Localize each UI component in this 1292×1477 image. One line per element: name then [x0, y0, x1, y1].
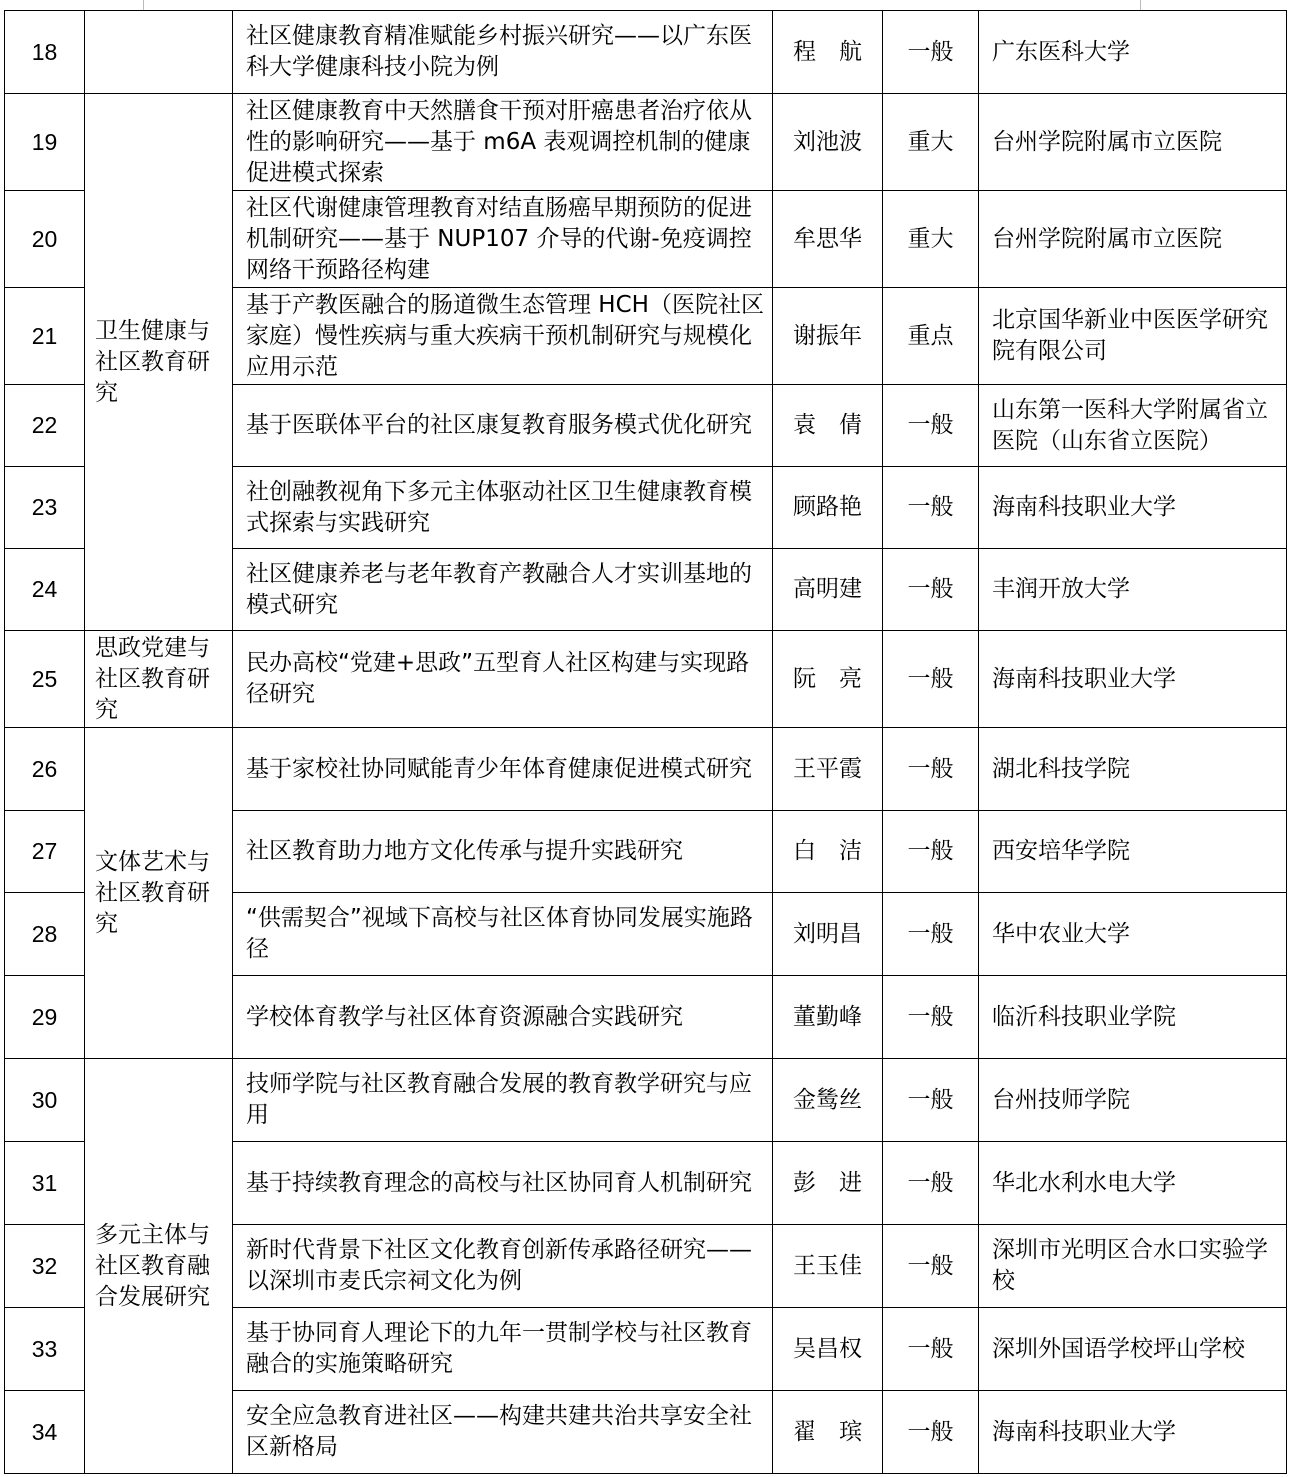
project-title: 社区代谢健康管理教育对结直肠癌早期预防的促进机制研究——基于 NUP107 介导的代谢-免疫调控网络干预路径构建: [233, 191, 773, 288]
row-number: 27: [5, 811, 85, 893]
organization: 山东第一医科大学附属省立医院（山东省立医院）: [979, 385, 1287, 467]
project-title: 安全应急教育进社区——构建共建共治共享安全社区新格局: [233, 1391, 773, 1474]
table-row: [5, 11, 1287, 94]
project-level: 一般: [883, 811, 979, 893]
project-leader: 彭 进: [773, 1142, 883, 1225]
row-number: 21: [5, 288, 85, 385]
project-leader: 牟思华: [773, 191, 883, 288]
organization: 台州学院附属市立医院: [979, 94, 1287, 191]
project-leader: 顾路艳: [773, 467, 883, 549]
project-title: “供需契合”视域下高校与社区体育协同发展实施路径: [233, 893, 773, 976]
page-divider: [1140, 0, 1141, 10]
row-number: 20: [5, 191, 85, 288]
project-level: 一般: [883, 1059, 979, 1142]
organization: 西安培华学院: [979, 811, 1287, 893]
project-level: 一般: [883, 976, 979, 1059]
project-level: 重大: [883, 94, 979, 191]
row-number: 30: [5, 1059, 85, 1142]
organization: 华中农业大学: [979, 893, 1287, 976]
organization: 湖北科技学院: [979, 728, 1287, 811]
project-leader: 谢振年: [773, 288, 883, 385]
project-leader: 王平霞: [773, 728, 883, 811]
project-leader: 高明建: [773, 549, 883, 631]
table-row: [5, 94, 1287, 191]
project-title: 基于持续教育理念的高校与社区协同育人机制研究: [233, 1142, 773, 1225]
table-row: [5, 728, 1287, 811]
project-leader: 程 航: [773, 11, 883, 94]
row-number: 26: [5, 728, 85, 811]
project-title: 基于产教医融合的肠道微生态管理 HCH（医院社区家庭）慢性疾病与重大疾病干预机制研究与规模化应用示范: [233, 288, 773, 385]
table-row: [5, 1059, 1287, 1142]
project-leader: 白 洁: [773, 811, 883, 893]
project-level: 一般: [883, 385, 979, 467]
project-level: 一般: [883, 467, 979, 549]
category-cell: 多元主体与社区教育融合发展研究: [85, 1059, 233, 1474]
project-level: 一般: [883, 728, 979, 811]
project-leader: 董勤峰: [773, 976, 883, 1059]
project-title: 新时代背景下社区文化教育创新传承路径研究——以深圳市麦氏宗祠文化为例: [233, 1225, 773, 1308]
project-leader: 刘明昌: [773, 893, 883, 976]
organization: 海南科技职业大学: [979, 467, 1287, 549]
category-cell: 文体艺术与社区教育研究: [85, 728, 233, 1059]
project-title: 学校体育教学与社区体育资源融合实践研究: [233, 976, 773, 1059]
project-leader: 吴昌权: [773, 1308, 883, 1391]
organization: 海南科技职业大学: [979, 1391, 1287, 1474]
row-number: 24: [5, 549, 85, 631]
row-number: 34: [5, 1391, 85, 1474]
project-title: 社区健康教育精准赋能乡村振兴研究——以广东医科大学健康科技小院为例: [233, 11, 773, 94]
project-title: 基于协同育人理论下的九年一贯制学校与社区教育融合的实施策略研究: [233, 1308, 773, 1391]
row-number: 29: [5, 976, 85, 1059]
project-leader: 金鸶丝: [773, 1059, 883, 1142]
project-level: 一般: [883, 1225, 979, 1308]
category-cell: 卫生健康与社区教育研究: [85, 94, 233, 631]
project-level: 一般: [883, 1391, 979, 1474]
row-number: 23: [5, 467, 85, 549]
row-number: 25: [5, 631, 85, 728]
category-cell: 思政党建与社区教育研究: [85, 631, 233, 728]
row-number: 32: [5, 1225, 85, 1308]
row-number: 28: [5, 893, 85, 976]
project-title: 基于家校社协同赋能青少年体育健康促进模式研究: [233, 728, 773, 811]
project-level: 重大: [883, 191, 979, 288]
project-leader: 翟 瑸: [773, 1391, 883, 1474]
organization: 台州技师学院: [979, 1059, 1287, 1142]
project-leader: 阮 亮: [773, 631, 883, 728]
organization: 华北水利水电大学: [979, 1142, 1287, 1225]
project-title: 技师学院与社区教育融合发展的教育教学研究与应用: [233, 1059, 773, 1142]
organization: 北京国华新业中医医学研究院有限公司: [979, 288, 1287, 385]
row-number: 18: [5, 11, 85, 94]
organization: 深圳市光明区合水口实验学校: [979, 1225, 1287, 1308]
project-table: [4, 10, 1287, 1474]
row-number: 33: [5, 1308, 85, 1391]
organization: 海南科技职业大学: [979, 631, 1287, 728]
organization: 深圳外国语学校坪山学校: [979, 1308, 1287, 1391]
organization: 台州学院附属市立医院: [979, 191, 1287, 288]
project-level: 一般: [883, 11, 979, 94]
project-title: 社创融教视角下多元主体驱动社区卫生健康教育模式探索与实践研究: [233, 467, 773, 549]
organization: 丰润开放大学: [979, 549, 1287, 631]
category-cell-blank: [85, 11, 233, 94]
project-leader: 王玉佳: [773, 1225, 883, 1308]
organization: 临沂科技职业学院: [979, 976, 1287, 1059]
row-number: 22: [5, 385, 85, 467]
project-leader: 刘池波: [773, 94, 883, 191]
project-level: 重点: [883, 288, 979, 385]
project-title: 社区健康养老与老年教育产教融合人才实训基地的模式研究: [233, 549, 773, 631]
project-level: 一般: [883, 893, 979, 976]
row-number: 31: [5, 1142, 85, 1225]
project-level: 一般: [883, 1142, 979, 1225]
page-divider: [143, 0, 144, 10]
project-level: 一般: [883, 549, 979, 631]
project-level: 一般: [883, 631, 979, 728]
table-row: [5, 631, 1287, 728]
project-leader: 袁 倩: [773, 385, 883, 467]
row-number: 19: [5, 94, 85, 191]
project-title: 社区健康教育中天然膳食干预对肝癌患者治疗依从性的影响研究——基于 m6A 表观调控机制的健康促进模式探索: [233, 94, 773, 191]
project-title: 社区教育助力地方文化传承与提升实践研究: [233, 811, 773, 893]
project-level: 一般: [883, 1308, 979, 1391]
project-title: 民办高校“党建+思政”五型育人社区构建与实现路径研究: [233, 631, 773, 728]
organization: 广东医科大学: [979, 11, 1287, 94]
project-title: 基于医联体平台的社区康复教育服务模式优化研究: [233, 385, 773, 467]
